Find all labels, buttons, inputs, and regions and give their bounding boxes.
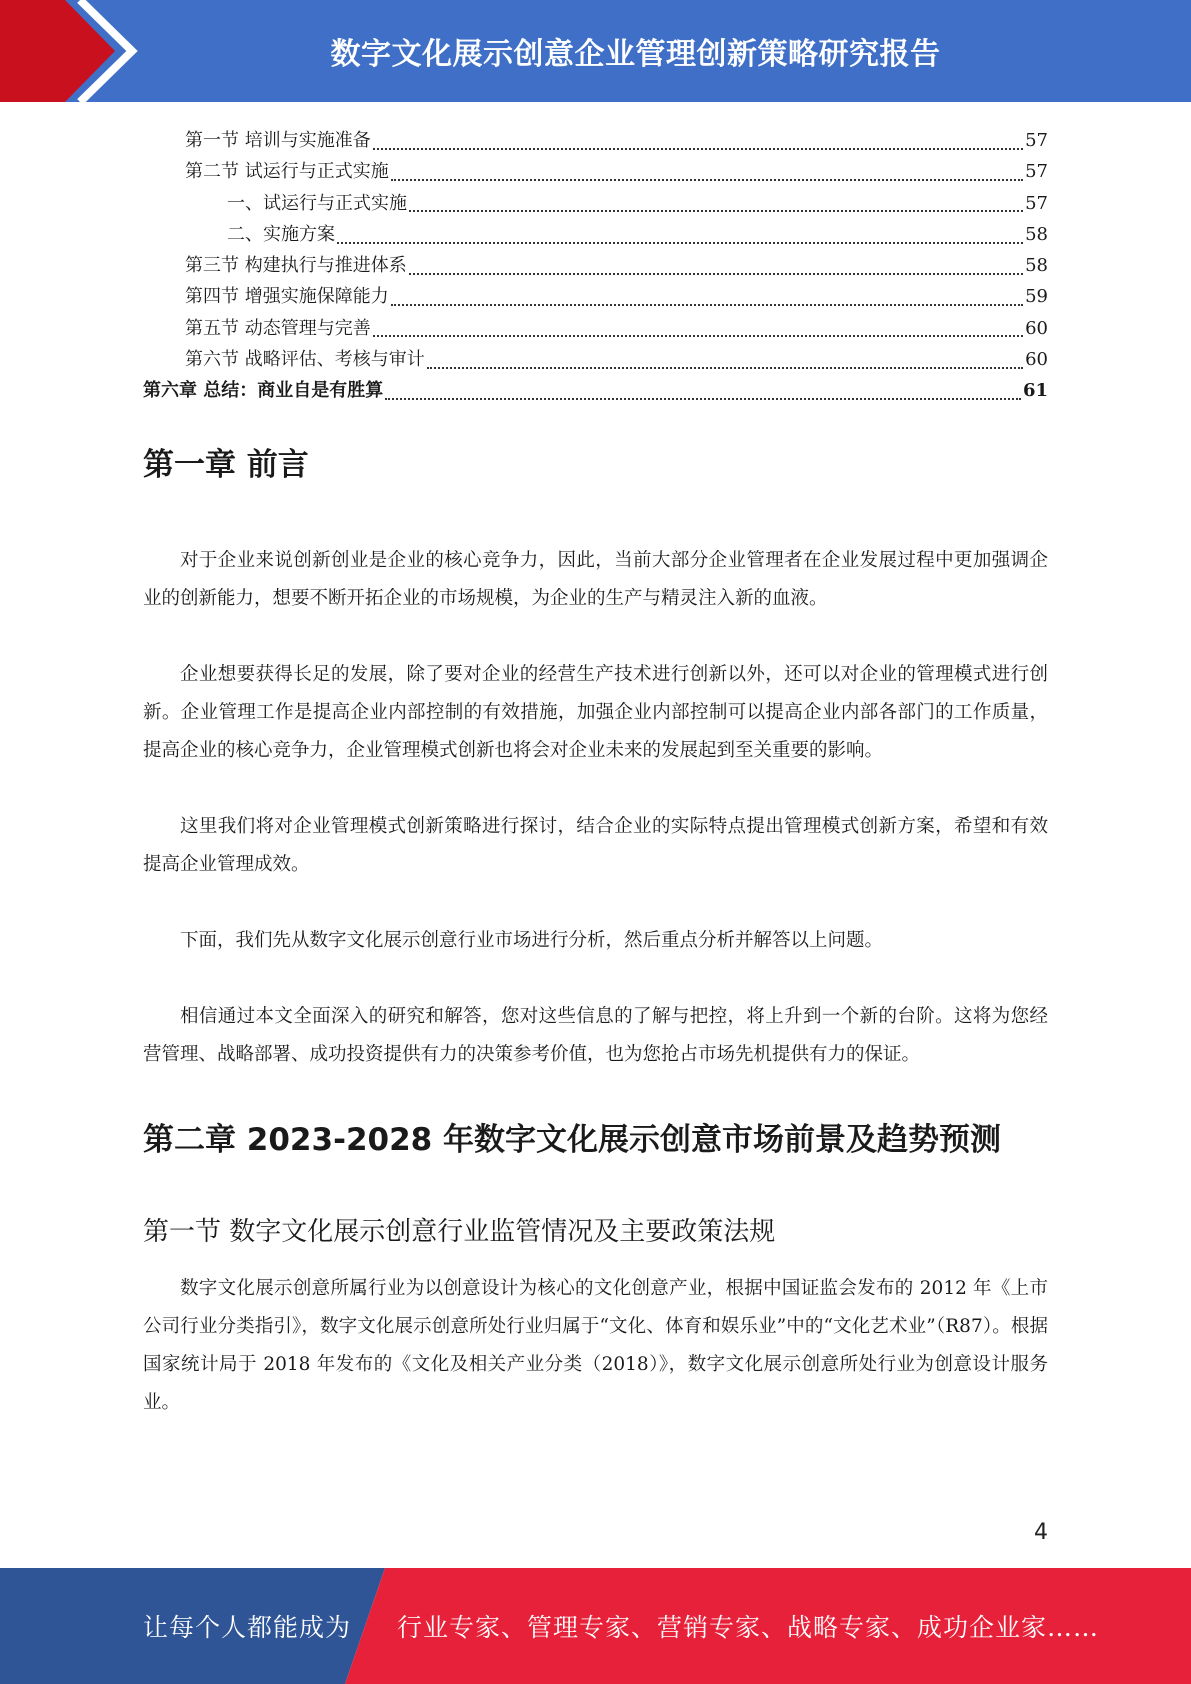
toc-entry[interactable] xyxy=(143,313,1048,344)
toc-entry[interactable] xyxy=(143,125,1048,156)
chapter2-section1-title: 第一节 数字文化展示创意行业监管情况及主要政策法规 xyxy=(143,1217,776,1248)
toc-entry[interactable] xyxy=(143,281,1048,312)
toc-entry-label: 第四节 增强实施保障能力 xyxy=(185,286,389,308)
toc-entry-page: 60 xyxy=(1025,349,1048,371)
chapter1-paragraph-5: 相信通过本文全面深入的研究和解答，您对这些信息的了解与把控，将上升到一个新的台阶。这将为您经营管理、战略部署、成功投资提供有力的决策参考价值，也为您抢占市场先机提供有力的保证。 xyxy=(143,1005,1048,1065)
toc-entry-page: 58 xyxy=(1025,223,1048,245)
toc-entry-label: 二、实施方案 xyxy=(227,223,335,245)
toc-leader-dots xyxy=(337,242,1023,244)
footer-slogan-right: 行业专家、管理专家、营销专家、战略专家、成功企业家…… xyxy=(397,1613,1100,1642)
table-of-contents xyxy=(143,125,1048,407)
toc-entry-page: 61 xyxy=(1022,380,1048,402)
toc-entry-label: 一、试运行与正式实施 xyxy=(227,192,407,214)
toc-leader-dots xyxy=(373,335,1023,337)
toc-entry-label: 第六节 战略评估、考核与审计 xyxy=(185,349,425,371)
chapter1-paragraph-3: 这里我们将对企业管理模式创新策略进行探讨，结合企业的实际特点提出管理模式创新方案，希望和有效提高企业管理成效。 xyxy=(143,815,1048,875)
toc-entry[interactable] xyxy=(143,188,1048,219)
toc-entry-page: 58 xyxy=(1025,255,1048,277)
header-bottom-border xyxy=(0,102,1191,110)
chapter2-section1-paragraph: 数字文化展示创意所属行业为以创意设计为核心的文化创意产业，根据中国证监会发布的 2012 年《上市公司行业分类指引》，数字文化展示创意所处行业归属于“文化、体育和娱乐业”中的“文化艺术业”（R87）。根据国家统计局于 2018 年发布的《文化及相关产业分类（2018）》，数字文化展示创意所处行业为创意设计服务业。 xyxy=(143,1278,1048,1414)
toc-leader-dots xyxy=(373,148,1023,150)
toc-leader-dots xyxy=(391,179,1023,181)
chapter1-paragraph-1: 对于企业来说创新创业是企业的核心竞争力，因此，当前大部分企业管理者在企业发展过程中更加强调企业的创新能力，想要不断开拓企业的市场规模，为企业的生产与精灵注入新的血液。 xyxy=(143,549,1048,609)
footer-slogan-left: 让每个人都能成为 xyxy=(143,1613,352,1642)
toc-entry-page: 60 xyxy=(1025,317,1048,339)
toc-entry-page: 59 xyxy=(1025,286,1048,308)
chapter1-paragraph-4: 下面，我们先从数字文化展示创意行业市场进行分析，然后重点分析并解答以上问题。 xyxy=(180,929,884,951)
toc-entry[interactable] xyxy=(143,156,1048,187)
page-number: 4 xyxy=(1034,1520,1048,1545)
toc-entry-label: 第六章 总结：商业自是有胜算 xyxy=(143,380,384,402)
toc-entry[interactable] xyxy=(143,219,1048,250)
toc-leader-dots xyxy=(391,304,1023,306)
toc-entry[interactable] xyxy=(143,250,1048,281)
toc-entry-label: 第五节 动态管理与完善 xyxy=(185,317,371,339)
toc-leader-dots xyxy=(409,273,1023,275)
toc-entry-page: 57 xyxy=(1025,192,1048,214)
toc-leader-dots xyxy=(427,367,1023,369)
page-footer xyxy=(0,1568,1191,1684)
chapter1-title: 第一章 前言 xyxy=(143,446,309,483)
toc-leader-dots xyxy=(385,398,1021,400)
page-content xyxy=(143,125,1048,1422)
toc-entry-page: 57 xyxy=(1025,130,1048,151)
chapter1-paragraph-2: 企业想要获得长足的发展，除了要对企业的经营生产技术进行创新以外，还可以对企业的管理模式进行创新。企业管理工作是提高企业内部控制的有效措施，加强企业内部控制可以提高企业内部各部门的工作质量，提高企业的核心竞争力，企业管理模式创新也将会对企业未来的发展起到至关重要的影响。 xyxy=(143,663,1048,761)
toc-entry-label: 第一节 培训与实施准备 xyxy=(185,130,371,151)
toc-entry[interactable] xyxy=(143,344,1048,375)
toc-entry-page: 57 xyxy=(1025,161,1048,183)
toc-entry-label: 第二节 试运行与正式实施 xyxy=(185,161,389,183)
page-header xyxy=(0,0,1191,110)
toc-entry-label: 第三节 构建执行与推进体系 xyxy=(185,255,407,277)
chapter2-title: 第二章 2023-2028 年数字文化展示创意市场前景及趋势预测 xyxy=(143,1121,1002,1158)
toc-leader-dots xyxy=(409,210,1023,212)
toc-entry[interactable] xyxy=(143,375,1048,406)
report-title: 数字文化展示创意企业管理创新策略研究报告 xyxy=(330,37,941,72)
red-arrow-decoration xyxy=(0,0,170,110)
